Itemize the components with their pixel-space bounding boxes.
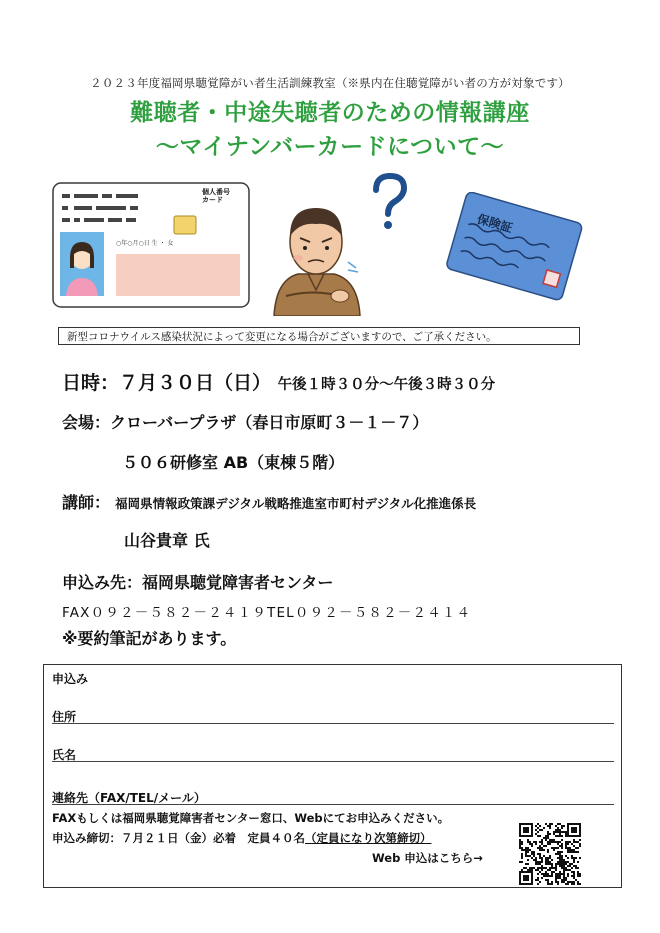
puzzled-man-illustration xyxy=(268,198,364,316)
question-mark-icon xyxy=(366,172,412,232)
contact-numbers: FAX０９２－５８２－２４１９TEL０９２－５８２－２４１４ xyxy=(62,605,472,621)
form-heading: 申込み xyxy=(52,672,89,686)
web-apply-link[interactable]: Web 申込はこちら→ xyxy=(372,851,483,865)
capacity-note: （定員になり次第締切） xyxy=(305,831,432,845)
contact-field[interactable] xyxy=(52,804,614,805)
page-title: 難聴者・中途失聴者のための情報講座 xyxy=(130,100,530,126)
lecturer-row xyxy=(62,490,476,513)
event-date xyxy=(62,368,495,395)
contact-label: 連絡先（FAX/TEL/メール） xyxy=(52,791,206,805)
venue-line-2: ５０６研修室 AB（東棟５階） xyxy=(122,453,345,472)
event-time: 午後１時３０分～午後３時３０分 xyxy=(277,377,496,393)
application-destination: 申込み先：福岡県聴覚障害者センター xyxy=(62,573,334,592)
venue-line-1: 会場：クローバープラザ（春日市原町３－１－７） xyxy=(62,413,429,432)
lecturer-title: 福岡県情報政策課デジタル戦略推進室市町村デジタル化推進係長 xyxy=(115,496,477,511)
deadline-row xyxy=(52,830,432,846)
name-field[interactable] xyxy=(52,761,614,762)
application-method: FAXもしくは福岡県聴覚障害者センター窓口、Webにてお申込みください。 xyxy=(52,811,450,825)
qr-code-icon[interactable] xyxy=(519,823,581,885)
page-subtitle: ～マイナンバーカードについて～ xyxy=(155,134,505,160)
event-date-label: 日時：７月３０日（日） xyxy=(62,372,272,394)
deadline-text: 申込み締切：７月２１日（金）必着 定員４０名 xyxy=(52,831,305,845)
my-number-card-illustration xyxy=(52,182,250,308)
lecturer-label: 講師： xyxy=(62,493,111,512)
event-series-title: ２０２３年度福岡県聴覚障がい者生活訓練教室（※県内在住聴覚障がい者の方が対象です） xyxy=(90,76,570,90)
summary-writing-note: ※要約筆記があります。 xyxy=(62,629,237,648)
address-label: 住所 xyxy=(52,710,77,724)
insurance-card-label: 保険証 xyxy=(475,211,515,236)
address-field[interactable] xyxy=(52,723,614,724)
covid-notice: 新型コロナウイルス感染状況によって変更になる場合がございますので、ご了承ください。 xyxy=(58,327,580,345)
lecturer-name: 山谷貴章 氏 xyxy=(124,531,210,550)
card-birth-text: ○年○月○日 生 ・ 女 xyxy=(116,240,174,247)
card-label: 個人番号 カード xyxy=(202,188,230,204)
name-label: 氏名 xyxy=(52,748,77,762)
insurance-card-illustration xyxy=(444,192,584,302)
